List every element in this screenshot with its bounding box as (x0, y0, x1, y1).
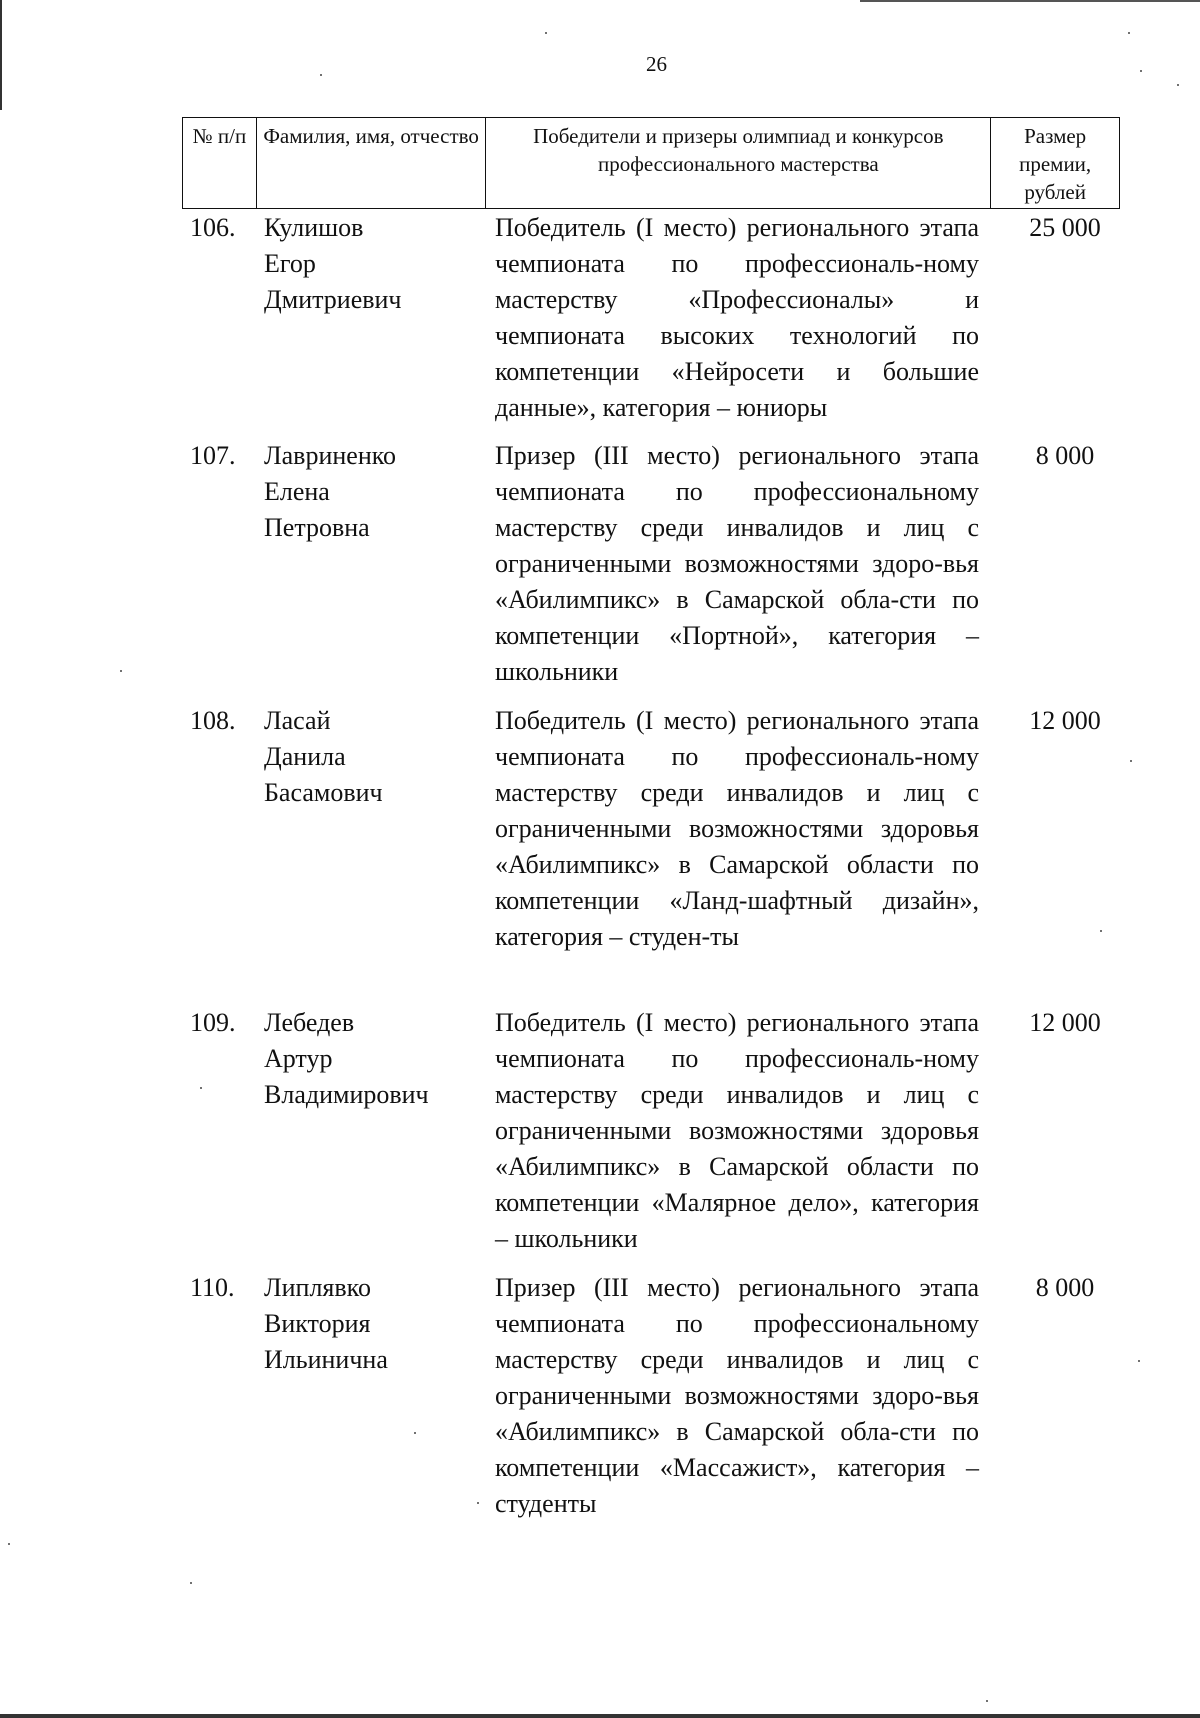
row-prize: 8 000 (1035, 1273, 1095, 1302)
row-patronymic: Петровна (264, 513, 370, 542)
row-description: Призер (III место) регионального этапа чемпионата по профессиональному мастерству среди инвалидов и лиц с ограниченными возможностями здоро-вья «Абилимпикс» в Самарской обла-сти по компетенции «Портной», категория – школьники (495, 441, 979, 686)
row-surname: Кулишов (264, 213, 364, 242)
scan-speck (320, 74, 322, 76)
row-full-name (264, 703, 484, 811)
header-prize: Размер премии, рублей (1019, 124, 1092, 204)
table-header (182, 117, 1120, 209)
scan-speck (545, 32, 547, 34)
row-number: 110. (190, 1273, 235, 1302)
row-description: Призер (III место) регионального этапа чемпионата по профессиональному мастерству среди инвалидов и лиц с ограниченными возможностями здоро-вья «Абилимпикс» в Самарской обла-сти по компетенции «Массажист», категория – студенты (495, 1273, 979, 1518)
scan-edge-bottom (0, 1714, 1200, 1718)
scan-speck (1100, 930, 1102, 932)
row-first-name: Елена (264, 477, 330, 506)
row-surname: Лавриненко (264, 441, 397, 470)
scan-speck (190, 1582, 192, 1584)
page-number: 26 (646, 52, 667, 76)
scan-speck (200, 1087, 202, 1089)
row-patronymic: Дмитриевич (264, 285, 402, 314)
row-number: 106. (190, 213, 236, 242)
scan-speck (8, 1543, 10, 1545)
row-prize: 8 000 (1035, 441, 1095, 470)
scan-speck (1138, 1360, 1140, 1362)
scan-speck (414, 1432, 416, 1434)
scan-speck (477, 1502, 479, 1504)
scan-speck (1128, 32, 1130, 34)
row-patronymic: Владимирович (264, 1080, 429, 1109)
row-prize: 12 000 (1029, 706, 1101, 735)
row-description: Победитель (I место) регионального этапа чемпионата по профессиональ-ному мастерству среди инвалидов и лиц с ограниченными возможностями здоровья «Абилимпикс» в Самарской области по компетенции «Малярное дело», категория – школьники (495, 1008, 979, 1253)
row-patronymic: Басамович (264, 778, 383, 807)
header-full-name: Фамилия, имя, отчество (257, 118, 487, 208)
row-first-name: Виктория (264, 1309, 371, 1338)
row-full-name (264, 438, 484, 546)
row-number: 107. (190, 441, 236, 470)
row-full-name (264, 1270, 484, 1378)
scan-speck (120, 670, 122, 672)
row-surname: Ласай (264, 706, 331, 735)
row-number: 109. (190, 1008, 236, 1037)
row-prize: 25 000 (1029, 213, 1101, 242)
scan-speck (986, 1700, 988, 1702)
row-surname: Лебедев (264, 1008, 355, 1037)
row-patronymic: Ильинична (264, 1345, 388, 1374)
header-description: Победители и призеры олимпиад и конкурсов профессионального мастерства (486, 118, 991, 208)
row-surname: Липлявко (264, 1273, 371, 1302)
scan-edge-top (860, 0, 1200, 2)
row-first-name: Егор (264, 249, 316, 278)
row-prize: 12 000 (1029, 1008, 1101, 1037)
scan-speck (1177, 84, 1179, 86)
row-number: 108. (190, 706, 236, 735)
row-first-name: Данила (264, 742, 346, 771)
row-description: Победитель (I место) регионального этапа чемпионата по профессиональ-ному мастерству среди инвалидов и лиц с ограниченными возможностями здоровья «Абилимпикс» в Самарской области по компетенции «Ланд-шафтный дизайн», категория – студен-ты (495, 706, 979, 951)
header-number: № п/п (183, 118, 257, 208)
row-full-name (264, 210, 484, 318)
scan-speck (1130, 760, 1132, 762)
scan-speck (1140, 70, 1142, 72)
row-description: Победитель (I место) регионального этапа чемпионата по профессиональ-ному мастерству «Профессионалы» и чемпионата высоких технологий по компетенции «Нейросети и большие данные», категория – юниоры (495, 213, 979, 422)
row-full-name (264, 1005, 484, 1113)
row-first-name: Артур (264, 1044, 333, 1073)
